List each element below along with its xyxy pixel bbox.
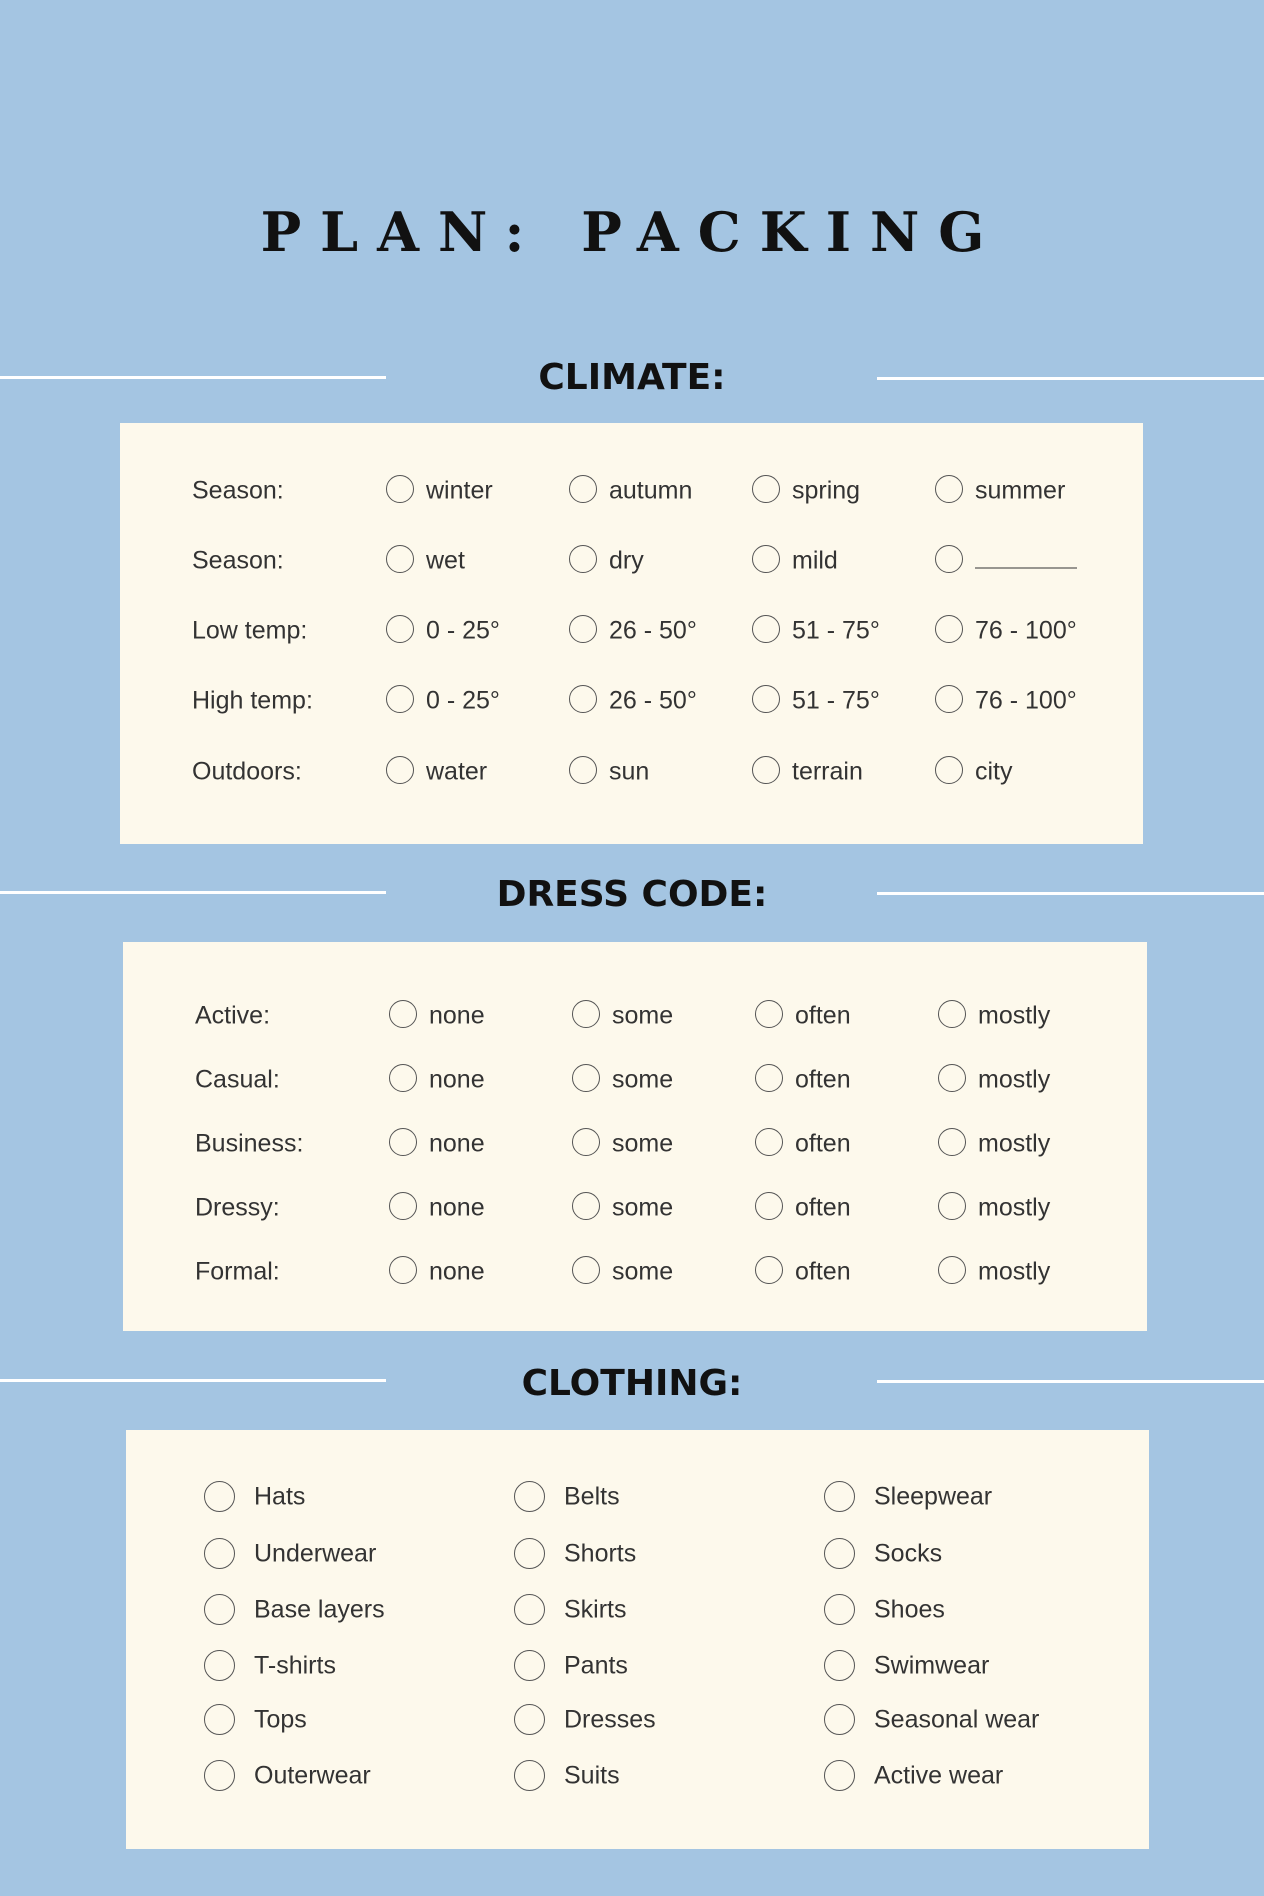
- radio-circle-icon[interactable]: [569, 615, 597, 643]
- clothing-item-label: Outerwear: [254, 1761, 371, 1790]
- checkbox-circle-icon[interactable]: [824, 1481, 855, 1512]
- dress-code-row-label: Formal:: [195, 1257, 280, 1286]
- radio-circle-icon[interactable]: [938, 1128, 966, 1156]
- radio-circle-icon[interactable]: [935, 685, 963, 713]
- climate-row: [120, 681, 1143, 721]
- dress-code-option-label: none: [429, 1257, 485, 1286]
- climate-option-label: sun: [609, 757, 650, 786]
- dress-code-option-label: some: [612, 1129, 674, 1158]
- dress-code-row-label: Casual:: [195, 1065, 280, 1094]
- clothing-item-label: Seasonal wear: [874, 1705, 1040, 1734]
- checkbox-circle-icon[interactable]: [824, 1704, 855, 1735]
- radio-circle-icon[interactable]: [752, 685, 780, 713]
- climate-option-label: wet: [426, 546, 465, 575]
- clothing-checklist-item[interactable]: [204, 1594, 484, 1626]
- page-title: PLAN: PACKING: [260, 200, 1004, 264]
- clothing-heading: CLOTHING:: [521, 1363, 743, 1404]
- climate-row: [120, 541, 1143, 581]
- checkbox-circle-icon[interactable]: [204, 1650, 235, 1681]
- clothing-item-label: Pants: [564, 1651, 628, 1680]
- radio-circle-icon[interactable]: [572, 1192, 600, 1220]
- climate-row: [120, 471, 1143, 511]
- climate-option-label: terrain: [792, 757, 863, 786]
- climate-option-label: mild: [792, 546, 838, 575]
- climate-row-label: Outdoors:: [192, 757, 302, 786]
- dress-code-option-label: none: [429, 1129, 485, 1158]
- checkbox-circle-icon[interactable]: [824, 1594, 855, 1625]
- dress-code-option-label: none: [429, 1065, 485, 1094]
- clothing-checklist-item[interactable]: [824, 1650, 1104, 1682]
- climate-panel: [120, 423, 1143, 844]
- radio-circle-icon[interactable]: [935, 475, 963, 503]
- checkbox-circle-icon[interactable]: [514, 1704, 545, 1735]
- checkbox-circle-icon[interactable]: [204, 1594, 235, 1625]
- dress-code-panel: [123, 942, 1147, 1331]
- climate-option-label: city: [975, 757, 1013, 786]
- clothing-checklist-item[interactable]: [514, 1760, 794, 1792]
- clothing-item-label: T-shirts: [254, 1651, 336, 1680]
- dress-code-option-label: some: [612, 1065, 674, 1094]
- blank-line: [975, 547, 1077, 576]
- climate-option-label: 51 - 75°: [792, 686, 880, 715]
- clothing-item-label: Tops: [254, 1705, 307, 1734]
- clothing-checklist-item[interactable]: [514, 1704, 794, 1736]
- clothing-item-label: Dresses: [564, 1705, 656, 1734]
- clothing-checklist-item[interactable]: [514, 1538, 794, 1570]
- dress-code-row-label: Business:: [195, 1129, 304, 1158]
- radio-circle-icon[interactable]: [938, 1000, 966, 1028]
- climate-option-label: water: [426, 757, 488, 786]
- clothing-panel: [126, 1430, 1149, 1849]
- radio-circle-icon[interactable]: [752, 615, 780, 643]
- climate-row-label: Low temp:: [192, 616, 308, 645]
- clothing-item-label: Shoes: [874, 1595, 945, 1624]
- clothing-checklist-item[interactable]: [514, 1594, 794, 1626]
- radio-circle-icon[interactable]: [755, 1128, 783, 1156]
- dress-code-row: [123, 1060, 1147, 1100]
- climate-option-label: dry: [609, 546, 644, 575]
- clothing-item-label: Underwear: [254, 1539, 377, 1568]
- clothing-item-label: Sleepwear: [874, 1482, 993, 1511]
- radio-circle-icon[interactable]: [755, 1192, 783, 1220]
- clothing-checklist-item[interactable]: [824, 1538, 1104, 1570]
- radio-circle-icon[interactable]: [386, 475, 414, 503]
- dress-code-option-label: mostly: [978, 1129, 1051, 1158]
- radio-circle-icon[interactable]: [752, 475, 780, 503]
- climate-option-label: 51 - 75°: [792, 616, 880, 645]
- radio-circle-icon[interactable]: [389, 1256, 417, 1284]
- radio-circle-icon[interactable]: [389, 1192, 417, 1220]
- checkbox-circle-icon[interactable]: [204, 1760, 235, 1791]
- clothing-checklist-item[interactable]: [204, 1481, 484, 1513]
- clothing-item-label: Hats: [254, 1482, 306, 1511]
- climate-option-label: autumn: [609, 476, 693, 505]
- radio-circle-icon[interactable]: [389, 1128, 417, 1156]
- radio-circle-icon[interactable]: [386, 685, 414, 713]
- radio-circle-icon[interactable]: [572, 1128, 600, 1156]
- radio-circle-icon[interactable]: [572, 1000, 600, 1028]
- clothing-checklist-item[interactable]: [824, 1760, 1104, 1792]
- radio-circle-icon[interactable]: [938, 1192, 966, 1220]
- climate-row-label: High temp:: [192, 686, 313, 715]
- radio-circle-icon[interactable]: [755, 1256, 783, 1284]
- clothing-checklist-item[interactable]: [824, 1481, 1104, 1513]
- checkbox-circle-icon[interactable]: [514, 1594, 545, 1625]
- dress-code-row: [123, 1188, 1147, 1228]
- checkbox-circle-icon[interactable]: [514, 1481, 545, 1512]
- dress-code-option-label: often: [795, 1065, 851, 1094]
- radio-circle-icon[interactable]: [389, 1000, 417, 1028]
- radio-circle-icon[interactable]: [386, 615, 414, 643]
- radio-circle-icon[interactable]: [389, 1064, 417, 1092]
- checkbox-circle-icon[interactable]: [824, 1538, 855, 1569]
- climate-option-label: 76 - 100°: [975, 616, 1077, 645]
- clothing-checklist-item[interactable]: [204, 1760, 484, 1792]
- radio-circle-icon[interactable]: [938, 1064, 966, 1092]
- clothing-item-label: Skirts: [564, 1595, 627, 1624]
- dress-code-row: [123, 1252, 1147, 1292]
- climate-option-label: winter: [426, 476, 493, 505]
- dress-code-option-label: some: [612, 1193, 674, 1222]
- dress-code-row: [123, 1124, 1147, 1164]
- radio-circle-icon[interactable]: [569, 475, 597, 503]
- checkbox-circle-icon[interactable]: [204, 1538, 235, 1569]
- dress-code-option-label: often: [795, 1257, 851, 1286]
- radio-circle-icon[interactable]: [755, 1000, 783, 1028]
- radio-circle-icon[interactable]: [935, 545, 963, 573]
- clothing-checklist-item[interactable]: [204, 1650, 484, 1682]
- checkbox-circle-icon[interactable]: [204, 1481, 235, 1512]
- radio-circle-icon[interactable]: [935, 756, 963, 784]
- dress-code-option-label: some: [612, 1257, 674, 1286]
- radio-circle-icon[interactable]: [572, 1256, 600, 1284]
- clothing-checklist-item[interactable]: [204, 1538, 484, 1570]
- clothing-checklist-item[interactable]: [824, 1704, 1104, 1736]
- climate-option-label: 0 - 25°: [426, 616, 500, 645]
- radio-circle-icon[interactable]: [569, 756, 597, 784]
- climate-option-label: 76 - 100°: [975, 686, 1077, 715]
- dress-code-option-label: mostly: [978, 1193, 1051, 1222]
- clothing-item-label: Shorts: [564, 1539, 637, 1568]
- dress-code-heading: DRESS CODE:: [496, 874, 768, 915]
- radio-circle-icon[interactable]: [572, 1064, 600, 1092]
- clothing-item-label: Belts: [564, 1482, 620, 1511]
- radio-circle-icon[interactable]: [386, 545, 414, 573]
- dress-code-row-label: Active:: [195, 1001, 271, 1030]
- clothing-checklist-item[interactable]: [514, 1481, 794, 1513]
- clothing-item-label: Socks: [874, 1539, 943, 1568]
- clothing-checklist-item[interactable]: [204, 1704, 484, 1736]
- radio-circle-icon[interactable]: [386, 756, 414, 784]
- radio-circle-icon[interactable]: [752, 545, 780, 573]
- climate-heading: CLIMATE:: [538, 357, 726, 398]
- radio-circle-icon[interactable]: [752, 756, 780, 784]
- clothing-item-label: Base layers: [254, 1595, 385, 1624]
- climate-option-label: 0 - 25°: [426, 686, 500, 715]
- clothing-checklist-item[interactable]: [514, 1650, 794, 1682]
- clothing-item-label: Suits: [564, 1761, 620, 1790]
- blank-underline[interactable]: [975, 550, 1077, 569]
- climate-row-label: Season:: [192, 546, 284, 575]
- dress-code-option-label: none: [429, 1001, 485, 1030]
- checkbox-circle-icon[interactable]: [824, 1650, 855, 1681]
- climate-row: [120, 752, 1143, 792]
- climate-row-label: Season:: [192, 476, 284, 505]
- checkbox-circle-icon[interactable]: [514, 1538, 545, 1569]
- clothing-item-label: Swimwear: [874, 1651, 990, 1680]
- dress-code-option-label: often: [795, 1129, 851, 1158]
- climate-option-label: spring: [792, 476, 861, 505]
- dress-code-option-label: mostly: [978, 1001, 1051, 1030]
- dress-code-option-label: often: [795, 1001, 851, 1030]
- dress-code-option-label: mostly: [978, 1065, 1051, 1094]
- climate-option-label: 26 - 50°: [609, 686, 697, 715]
- radio-circle-icon[interactable]: [935, 615, 963, 643]
- dress-code-option-label: none: [429, 1193, 485, 1222]
- clothing-checklist-item[interactable]: [824, 1594, 1104, 1626]
- climate-option-label: 26 - 50°: [609, 616, 697, 645]
- checkbox-circle-icon[interactable]: [514, 1760, 545, 1791]
- climate-option-label: summer: [975, 476, 1066, 505]
- dress-code-option-label: mostly: [978, 1257, 1051, 1286]
- dress-code-row-label: Dressy:: [195, 1193, 280, 1222]
- climate-row: [120, 611, 1143, 651]
- radio-circle-icon[interactable]: [569, 685, 597, 713]
- dress-code-option-label: often: [795, 1193, 851, 1222]
- dress-code-option-label: some: [612, 1001, 674, 1030]
- checkbox-circle-icon[interactable]: [824, 1760, 855, 1791]
- radio-circle-icon[interactable]: [938, 1256, 966, 1284]
- radio-circle-icon[interactable]: [569, 545, 597, 573]
- radio-circle-icon[interactable]: [755, 1064, 783, 1092]
- checkbox-circle-icon[interactable]: [204, 1704, 235, 1735]
- checkbox-circle-icon[interactable]: [514, 1650, 545, 1681]
- dress-code-row: [123, 996, 1147, 1036]
- clothing-item-label: Active wear: [874, 1761, 1004, 1790]
